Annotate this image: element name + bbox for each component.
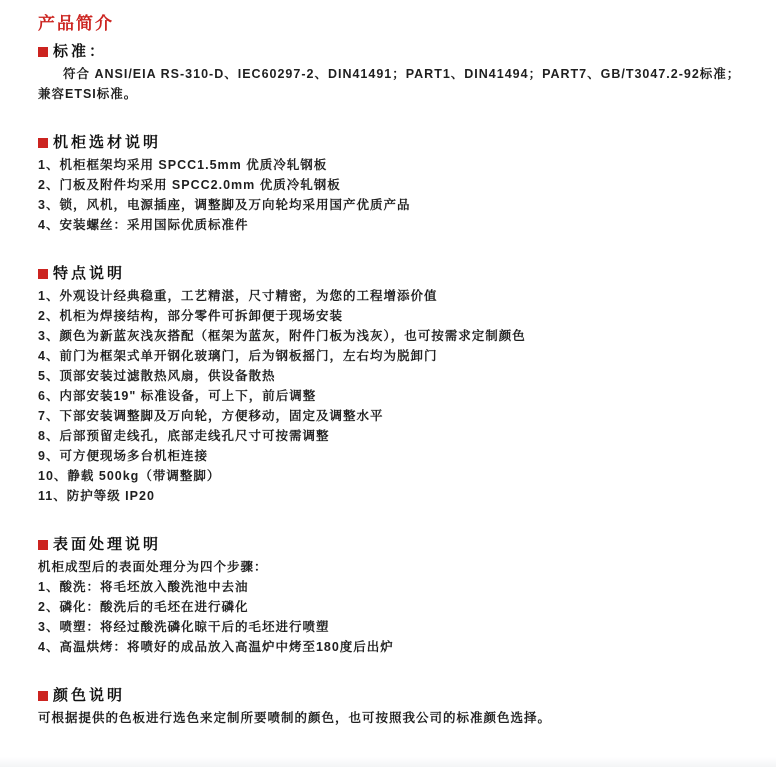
section: [38, 686, 742, 728]
list-item: 1、机柜框架均采用 SPCC1.5mm 优质冷轧钢板: [38, 158, 328, 172]
section-heading-text: 特点说明: [53, 265, 126, 282]
section: [38, 133, 742, 235]
list-item: 6、内部安装19" 标准设备，可上下，前后调整: [38, 389, 317, 403]
list-item: 4、前门为框架式单开钢化玻璃门，后为钢板摇门，左右均为脱卸门: [38, 349, 438, 363]
list-item: 10、静载 500kg（带调整脚）: [38, 469, 221, 483]
list-item: 4、高温烘烤：将喷好的成品放入高温炉中烤至180度后出炉: [38, 640, 394, 654]
section: [38, 42, 742, 104]
list-item: 4、安装螺丝：采用国际优质标准件: [38, 218, 249, 232]
section-heading: [38, 42, 742, 62]
section-heading: [38, 535, 742, 555]
red-square-bullet-icon: [38, 540, 48, 550]
list-item: 7、下部安装调整脚及万向轮，方便移动，固定及调整水平: [38, 409, 384, 423]
list-item: 8、后部预留走线孔，底部走线孔尺寸可按需调整: [38, 429, 330, 443]
red-square-bullet-icon: [38, 269, 48, 279]
section-heading-text: 表面处理说明: [53, 536, 162, 553]
section-items: [38, 577, 742, 657]
list-item: 9、可方便现场多台机柜连接: [38, 449, 208, 463]
section-heading: [38, 264, 742, 284]
section-heading: [38, 133, 742, 153]
section-heading: [38, 686, 742, 706]
section-items: [38, 286, 742, 506]
list-item: 3、锁，风机，电源插座，调整脚及万向轮均采用国产优质产品: [38, 198, 411, 212]
red-square-bullet-icon: [38, 691, 48, 701]
section-items: [38, 155, 742, 235]
sections-container: [38, 42, 742, 728]
section: [38, 535, 742, 657]
list-item: 3、颜色为新蓝灰浅灰搭配（框架为蓝灰，附件门板为浅灰），也可按需求定制颜色: [38, 329, 526, 343]
list-item: 2、磷化：酸洗后的毛坯在进行磷化: [38, 600, 249, 614]
list-item: 11、防护等级 IP20: [38, 489, 155, 503]
section-heading-text: 颜色说明: [53, 687, 126, 704]
list-item: 5、顶部安装过滤散热风扇，供设备散热: [38, 369, 276, 383]
red-square-bullet-icon: [38, 47, 48, 57]
list-item: 1、酸洗：将毛坯放入酸洗池中去油: [38, 580, 249, 594]
section: [38, 264, 742, 506]
list-item: 2、门板及附件均采用 SPCC2.0mm 优质冷轧钢板: [38, 178, 341, 192]
section-intro: 机柜成型后的表面处理分为四个步骤：: [38, 560, 268, 574]
section-paragraph: 可根据提供的色板进行选色来定制所要喷制的颜色，也可按照我公司的标准颜色选择。: [38, 711, 552, 725]
page-title: 产品简介: [38, 14, 114, 33]
section-heading-text: 标准：: [53, 43, 108, 60]
section-heading-text: 机柜选材说明: [53, 134, 162, 151]
list-item: 1、外观设计经典稳重，工艺精湛，尺寸精密，为您的工程增添价值: [38, 289, 438, 303]
list-item: 2、机柜为焊接结构，部分零件可拆卸便于现场安装: [38, 309, 343, 323]
bottom-divider: [0, 757, 776, 767]
red-square-bullet-icon: [38, 138, 48, 148]
list-item: 3、喷塑：将经过酸洗磷化晾干后的毛坯进行喷塑: [38, 620, 330, 634]
section-paragraph: 符合 ANSI/EIA RS-310-D、IEC60297-2、DIN41491；PART1、DIN41494；PART7、GB/T3047.2-92标准；兼容ETSI标准。: [38, 67, 741, 101]
